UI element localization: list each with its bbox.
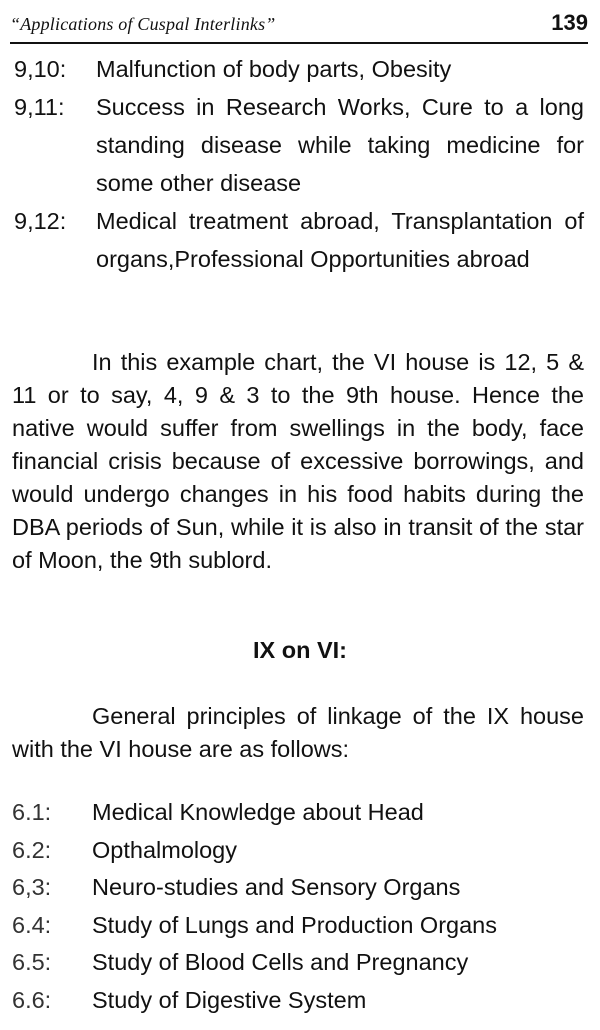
running-title: “Applications of Cuspal Interlinks”: [10, 14, 276, 34]
paragraph-text: In this example chart, the VI house is 12, 5 & 11 or to say, 4, 9 & 3 to the 9th house. Hence the native would suffer from swellings in the body, face financial crisis because of excessive borrowings, and would undergo changes in his food habits during the DBA periods of Sun, while it is also in transit of the star of Moon, the 9th sublord.: [12, 349, 584, 573]
list-item: [12, 869, 590, 907]
item-text: Opthalmology: [92, 836, 237, 863]
item-code: 6.6:: [12, 986, 52, 1013]
list-item: [12, 944, 590, 982]
list-item: [12, 907, 590, 945]
page-header: [10, 8, 588, 42]
item-code: 9,11:: [14, 94, 65, 120]
item-code: 6.4:: [12, 911, 52, 938]
item-text: Malfunction of body parts, Obesity: [96, 56, 452, 82]
list-item: [12, 794, 590, 832]
page-number: 139: [551, 10, 588, 35]
list-ix-on-vi: [12, 794, 590, 1019]
item-text: Study of Digestive System: [92, 986, 367, 1013]
list-item: [12, 982, 590, 1020]
paragraph-text: General principles of linkage of the IX house with the VI house are as follows:: [12, 703, 584, 762]
item-text: Medical Knowledge about Head: [92, 799, 424, 825]
item-text: Success in Research Works, Cure to a long standing disease while taking medicine for some other disease: [96, 94, 584, 196]
paragraph-example-chart: [12, 346, 584, 577]
item-text: Neuro-studies and Sensory Organs: [92, 874, 461, 900]
item-text: Study of Lungs and Production Organs: [92, 911, 497, 938]
header-divider: [10, 42, 588, 44]
item-code: 9,12:: [14, 208, 67, 234]
item-text: Medical treatment abroad, Transplantation of organs,Professional Opportunities abroad: [96, 208, 584, 272]
list-item-9-11: [14, 88, 584, 202]
list-item: [12, 832, 590, 870]
paragraph-general-principles: [12, 700, 584, 766]
item-code: 6.5:: [12, 949, 52, 975]
item-code: 6,3:: [12, 874, 52, 900]
item-code: 6.1:: [12, 799, 52, 825]
section-heading: IX on VI:: [253, 637, 347, 663]
item-code: 9,10:: [14, 56, 67, 82]
item-text: Study of Blood Cells and Pregnancy: [92, 949, 469, 975]
list-item-9-10: [14, 50, 584, 88]
item-code: 6.2:: [12, 836, 52, 863]
list-item-9-12: [14, 202, 584, 278]
